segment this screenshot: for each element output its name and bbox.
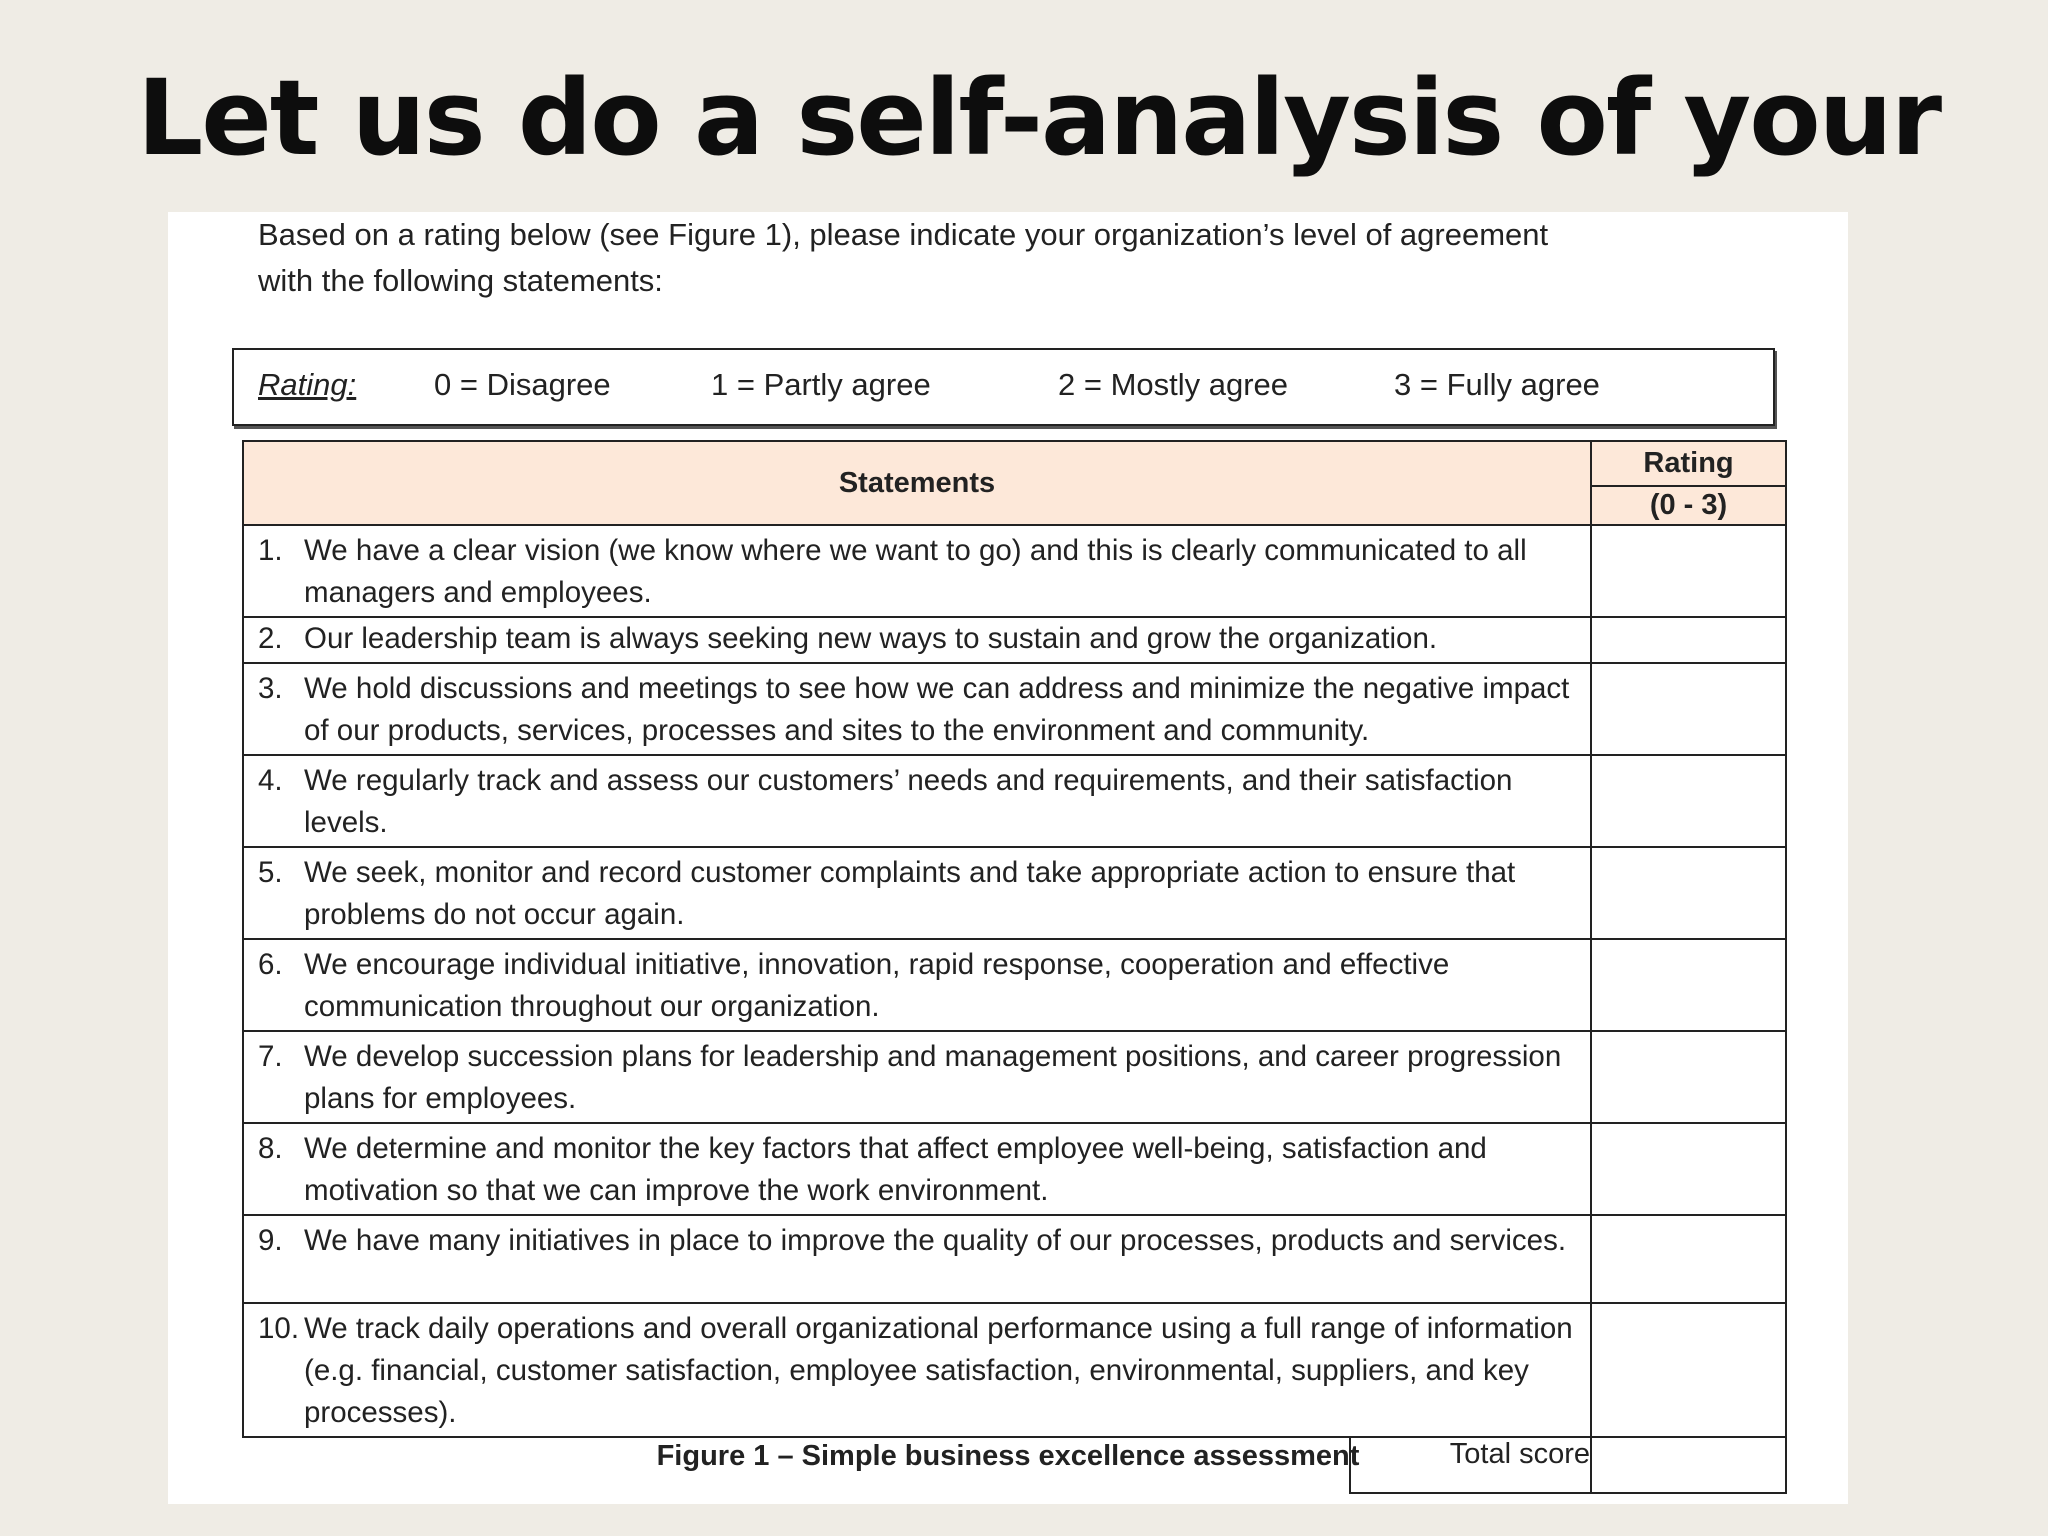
figure-caption: Figure 1 – Simple business excellence assessment <box>656 1440 1360 1472</box>
rating-input-cell[interactable] <box>1591 617 1786 663</box>
statement-cell <box>243 847 1591 939</box>
statement-text: We hold discussions and meetings to see how we can address and minimize the negative impact of our products, services, processes and sites to the environment and community. <box>304 672 1570 747</box>
rating-input-cell[interactable] <box>1591 1215 1786 1303</box>
statement-text: Our leadership team is always seeking new ways to sustain and grow the organization. <box>304 622 1438 655</box>
table-row <box>243 847 1786 939</box>
table-row <box>243 663 1786 755</box>
rating-legend-item-1: 1 = Partly agree <box>711 367 931 402</box>
statement-cell <box>243 1123 1591 1215</box>
table-row <box>243 1123 1786 1215</box>
statement-number: 10. <box>258 1312 300 1345</box>
statement-cell <box>243 755 1591 847</box>
rating-input-cell[interactable] <box>1591 939 1786 1031</box>
statement-text: We determine and monitor the key factors that affect employee well-being, satisfaction and motivation so that we can improve the work environment. <box>304 1132 1487 1207</box>
intro-text <box>258 212 1758 304</box>
statement-cell <box>243 939 1591 1031</box>
intro-line-2: with the following statements: <box>258 263 663 298</box>
statement-text: We track daily operations and overall organizational performance using a full range of information (e.g. financial, customer satisfaction, employee satisfaction, environmental, suppliers, and key processes). <box>304 1312 1573 1429</box>
statement-text: We have a clear vision (we know where we want to go) and this is clearly communicated to all managers and employees. <box>304 534 1527 609</box>
rating-input-cell[interactable] <box>1591 525 1786 617</box>
statement-number: 4. <box>258 764 283 797</box>
statement-number: 9. <box>258 1224 283 1257</box>
table-row <box>243 939 1786 1031</box>
statement-number: 2. <box>258 622 283 655</box>
intro-line-1: Based on a rating below (see Figure 1), please indicate your organization’s level of agreement <box>258 217 1549 252</box>
statement-text: We encourage individual initiative, innovation, rapid response, cooperation and effective communication throughout our organization. <box>304 948 1450 1023</box>
rating-input-cell[interactable] <box>1591 755 1786 847</box>
rating-legend-item-3: 3 = Fully agree <box>1394 367 1600 402</box>
rating-input-cell[interactable] <box>1591 847 1786 939</box>
rating-legend-label: Rating: <box>258 367 357 402</box>
rating-input-cell[interactable] <box>1591 663 1786 755</box>
statement-cell <box>243 1215 1591 1303</box>
rating-legend-item-2: 2 = Mostly agree <box>1058 367 1289 402</box>
rating-legend-item-0: 0 = Disagree <box>434 367 611 402</box>
rating-input-cell[interactable] <box>1591 1303 1786 1437</box>
statement-text: We regularly track and assess our customers’ needs and requirements, and their satisfaction levels. <box>304 764 1513 839</box>
statements-header: Statements <box>243 441 1591 525</box>
statement-cell <box>243 1031 1591 1123</box>
total-score-label: Total score <box>1350 1437 1591 1493</box>
rating-header: Rating <box>1591 441 1786 486</box>
table-row <box>243 755 1786 847</box>
statement-text: We have many initiatives in place to improve the quality of our processes, products and services. <box>304 1224 1567 1257</box>
statement-number: 3. <box>258 672 283 705</box>
statement-number: 8. <box>258 1132 283 1165</box>
slide-title: Let us do a self-analysis of your <box>136 57 1940 179</box>
statement-text: We develop succession plans for leadership and management positions, and career progression plans for employees. <box>304 1040 1562 1115</box>
rating-range-header: (0 - 3) <box>1591 486 1786 525</box>
table-row <box>243 1215 1786 1303</box>
assessment-table <box>242 440 1787 1494</box>
statement-number: 6. <box>258 948 283 981</box>
table-row <box>243 617 1786 663</box>
assessment-document <box>168 212 1848 1504</box>
rating-input-cell[interactable] <box>1591 1031 1786 1123</box>
table-row <box>243 1303 1786 1437</box>
rating-legend <box>232 348 1775 426</box>
statement-cell <box>243 525 1591 617</box>
rating-input-cell[interactable] <box>1591 1123 1786 1215</box>
statement-cell <box>243 663 1591 755</box>
statement-cell <box>243 617 1591 663</box>
statement-number: 5. <box>258 856 283 889</box>
statement-number: 1. <box>258 534 283 567</box>
statement-text: We seek, monitor and record customer complaints and take appropriate action to ensure that problems do not occur again. <box>304 856 1516 931</box>
table-row <box>243 1031 1786 1123</box>
table-row <box>243 525 1786 617</box>
statement-number: 7. <box>258 1040 283 1073</box>
statement-cell <box>243 1303 1591 1437</box>
